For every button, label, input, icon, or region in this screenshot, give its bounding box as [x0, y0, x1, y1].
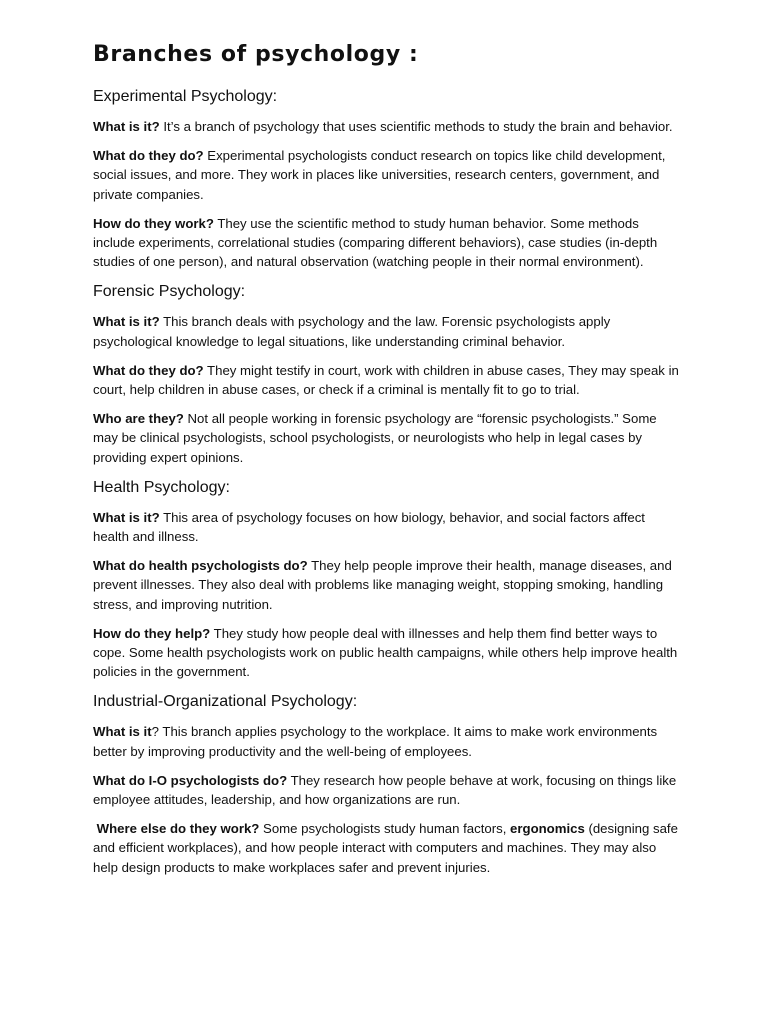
paragraph: [93, 556, 683, 614]
document-page: [93, 40, 683, 887]
paragraph-lead: What do they do?: [93, 148, 204, 164]
paragraph-text: ? This branch applies psychology to the workplace. It aims to make work environments better by improving productivity and the well-being of employees.: [93, 724, 658, 759]
section-industrial-organizational-psychology: [93, 691, 683, 876]
paragraph-lead: Where else do they work?: [93, 821, 260, 837]
paragraph: [93, 624, 683, 682]
paragraph: [93, 409, 683, 467]
paragraph-lead: What is it?: [93, 509, 160, 525]
paragraph-text: (designing safe and efficient workplaces), and how people interact with computers and machines. They may also help design products to make workplaces safer and prevent injuries.: [93, 821, 678, 875]
paragraph: [93, 117, 683, 136]
paragraph-lead: What is it?: [93, 314, 160, 330]
section-health-psychology: [93, 477, 683, 682]
section-heading: Health Psychology:: [93, 478, 230, 496]
paragraph-lead: What is it: [93, 724, 152, 740]
paragraph-lead: How do they help?: [93, 625, 211, 641]
section-experimental-psychology: [93, 86, 683, 271]
paragraph-lead: What do health psychologists do?: [93, 558, 308, 574]
paragraph-text: They help people improve their health, manage diseases, and prevent illnesses. They also deal with problems like managing weight, stopping smoking, handling stress, and improving nutrition.: [93, 558, 672, 612]
paragraph-text: Experimental psychologists conduct research on topics like child development, social issues, and more. They work in places like universities, research centers, government, and private companies.: [93, 148, 666, 202]
paragraph-text: They use the scientific method to study human behavior. Some methods include experiments, correlational studies (comparing different behaviors), case studies (in-depth studies of one person), and natural observation (watching people in their normal environment).: [93, 215, 658, 270]
paragraph-text: They research how people behave at work, focusing on things like employee attitudes, leadership, and how organizations are run.: [93, 772, 677, 808]
paragraph-text: This area of psychology focuses on how biology, behavior, and social factors affect health and illness.: [93, 509, 645, 545]
paragraph-emphasis: ergonomics: [510, 821, 585, 837]
paragraph-text: They might testify in court, work with children in abuse cases, They may speak in court, help children in abuse cases, or check if a criminal is mentally fit to go to trial.: [93, 362, 679, 398]
section-heading: Experimental Psychology:: [93, 88, 278, 105]
paragraph: [93, 722, 683, 760]
section-heading: Industrial-Organizational Psychology:: [93, 693, 358, 711]
paragraph-lead: What do they do?: [93, 362, 204, 378]
paragraph: [93, 771, 683, 809]
paragraph: [93, 361, 683, 399]
paragraph-text: Some psychologists study human factors,: [259, 821, 511, 837]
paragraph: [93, 312, 683, 350]
paragraph-lead: How do they work?: [93, 215, 214, 231]
section-forensic-psychology: [93, 281, 683, 466]
paragraph: [93, 214, 683, 272]
paragraph-text: They study how people deal with illnesses and help them find better ways to cope. Some health psychologists work on public health campaigns, while others help improve health policies in the government.: [93, 625, 678, 680]
document-title: Branches of psychology :: [93, 42, 419, 67]
paragraph-lead: Who are they?: [93, 411, 184, 427]
paragraph: [93, 146, 683, 204]
paragraph-lead: What is it?: [93, 119, 160, 134]
paragraph-text: This branch deals with psychology and the law. Forensic psychologists apply psychological knowledge to legal situations, like understanding criminal behavior.: [93, 314, 611, 349]
paragraph-lead: What do I-O psychologists do?: [93, 772, 288, 788]
paragraph: [93, 508, 683, 546]
section-heading: Forensic Psychology:: [93, 283, 246, 301]
paragraph-text: It’s a branch of psychology that uses scientific methods to study the brain and behavior.: [159, 119, 673, 134]
paragraph-text: Not all people working in forensic psychology are “forensic psychologists.” Some may be clinical psychologists, school psychologists, or neurologists who help in legal cases by providing expert opinions.: [93, 411, 657, 465]
paragraph: [93, 819, 683, 877]
